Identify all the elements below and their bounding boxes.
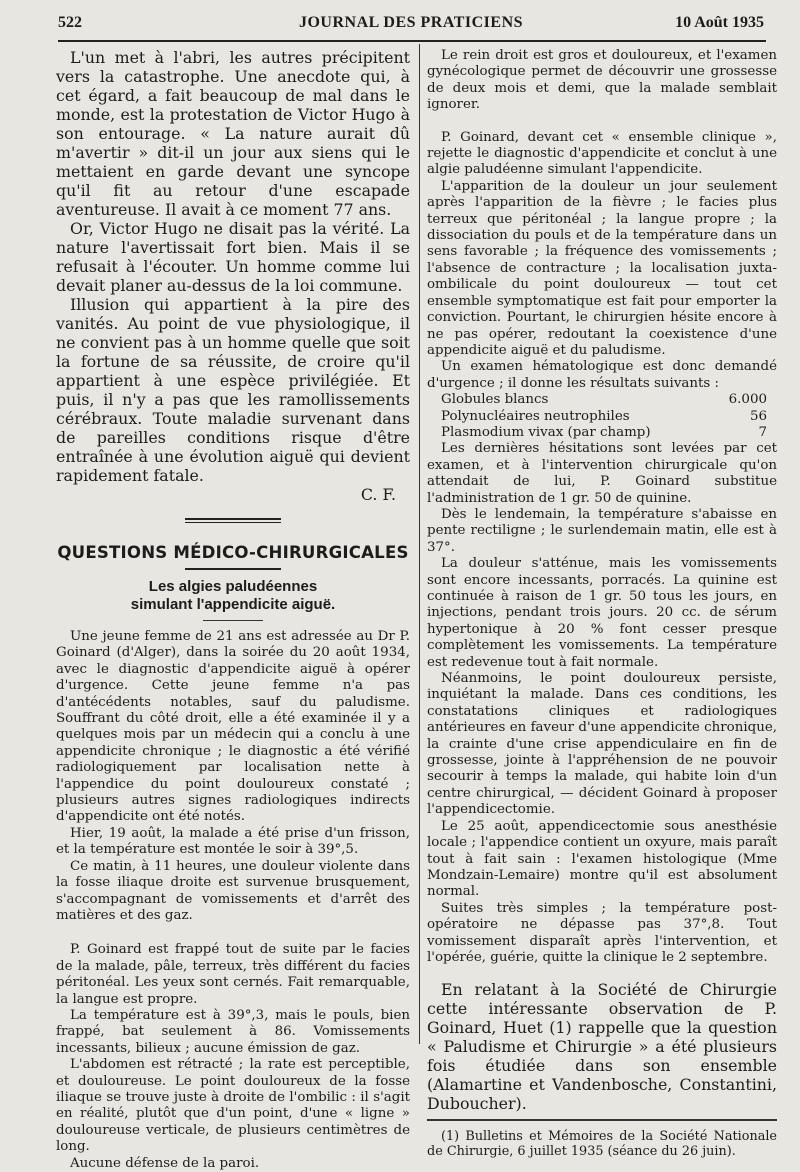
footnote: (1) Bulletins et Mémoires de la Société Nationale de Chirurgie, 6 juillet 1935 (séance du 26 juin). (427, 1129, 777, 1160)
paragraph: Ce matin, à 11 heures, une douleur violente dans la fosse iliaque droite est survenue brusquement, s'accompagnant de vomissements et d'arrêt des matières et des gaz. (56, 858, 410, 923)
left-column (56, 48, 410, 1172)
result-label: Polynucléaires neutrophiles (441, 408, 630, 424)
result-label: Plasmodium vivax (par champ) (441, 424, 651, 440)
column-divider (419, 44, 420, 1044)
page-header (58, 14, 764, 36)
issue-date: 10 Août 1935 (675, 14, 764, 31)
paragraph: Hier, 19 août, la malade a été prise d'un frisson, et la température est montée le soir à 39°,5. (56, 825, 410, 858)
paragraph: L'un met à l'abri, les autres précipitent vers la catastrophe. Une anecdote qui, à cet égard, a fait beaucoup de mal dans le monde, est la protestation de Victor Hugo à son entourage. « La nature aurait dû m'avertir » dit-il un jour aux siens qui le mettaient en garde devant une syncope qu'il fit au retour d'une escapade aventureuse. Il avait à ce moment 77 ans. (56, 48, 410, 219)
article-title-line-2: simulant l'appendicite aiguë. (130, 596, 336, 613)
result-row (441, 425, 767, 441)
paragraph: P. Goinard, devant cet « ensemble clinique », rejette le diagnostic d'appendicite et conclut à une algie paludéenne simulant l'appendicite. (427, 129, 777, 178)
signature: C. F. (360, 485, 396, 504)
section-heading: QUESTIONS MÉDICO-CHIRURGICALES (57, 543, 409, 562)
paragraph: Un examen hématologique est donc demandé d'urgence ; il donne les résultats suivants : (427, 359, 777, 391)
paragraph: La douleur s'atténue, mais les vomissements sont encore incessants, porracés. La quinine est continuée à raison de 1 gr. 50 tous les jours, en injections, pendant trois jours. 20 cc. de sérum hypertonique à 20 % font cesser presque complètement les vomissements. La température est redevenue tout à fait normale. (427, 556, 777, 670)
result-value: 6.000 (728, 392, 767, 408)
page-number: 522 (58, 14, 82, 31)
paragraph: Dès le lendemain, la température s'abaisse en pente rectiligne ; le surlendemain matin, elle est à 37°. (427, 506, 777, 555)
paragraph: Une jeune femme de 21 ans est adressée au Dr P. Goinard (d'Alger), dans la soirée du 20 août 1934, avec le diagnostic d'appendicite aiguë à opérer d'urgence. Cette jeune femme n'a pas d'antécédents notables, sauf du paludisme. Souffrant du côté droit, elle a été examinée il y a quelques mois par un médecin qui a conclu à une appendicite chronique ; le diagnostic a été vérifié radiologiquement par localisation nette à l'appendice du point douloureux constaté ; plusieurs autres signes radiologiques indirects d'appendicite ont été notés. (56, 629, 410, 825)
lab-results (427, 392, 777, 441)
paragraph: Le 25 août, appendicectomie sous anesthésie locale ; l'appendice contient un oxyure, mais paraît tout à fait sain : l'examen histologique (Mme Mondzain-Lemaire) montre qu'il est absolument normal. (427, 818, 777, 900)
paragraph: En relatant à la Société de Chirurgie cette intéressante observation de P. Goinard, Huet (1) rappelle que la question « Paludisme et Chirurgie » a été plusieurs fois étudiée dans son ensemble (Alamartine et Vandenbosche, Constantini, Duboucher). (427, 980, 777, 1114)
paragraph: Suites très simples ; la température post-opératoire ne dépasse pas 37°,8. Tout vomissement disparaît après l'intervention, et l'opérée, guérie, quitte la clinique le 2 septembre. (427, 900, 777, 965)
result-label: Globules blancs (441, 392, 549, 408)
heading-rule (185, 568, 281, 570)
essay-block (56, 48, 410, 504)
result-row (441, 409, 767, 425)
footnote-rule (427, 1119, 777, 1121)
result-value: 7 (758, 424, 767, 440)
paragraph: Or, Victor Hugo ne disait pas la vérité. La nature l'avertissait fort bien. Mais il se refusait à l'écouter. Un homme comme lui devait planer au-dessus de la loi commune. (56, 219, 410, 295)
header-rule (58, 40, 766, 42)
double-rule (185, 518, 281, 523)
footnote-block (427, 1129, 777, 1159)
paragraph: L'abdomen est rétracté ; la rate est perceptible, et douloureuse. Le point douloureux de la fosse iliaque se trouve juste à droite de l'ombilic : il s'agit en réalité, plutôt que d'un point, d'une « ligne » douloureuse verticale, de plusieurs centimètres de long. (56, 1057, 410, 1155)
article-title (56, 578, 410, 614)
paragraph: Les dernières hésitations sont levées par cet examen, et à l'intervention chirurgicale qu'on attendait de lui, P. Goinard substitue l'administration de 1 gr. 50 de quinine. (427, 441, 777, 506)
article-title-line-1: Les algies paludéennes (148, 578, 318, 595)
paragraph: Le rein droit est gros et douloureux, et l'examen gynécologique permet de découvrir une grossesse de deux mois et demi, que la malade semblait ignorer. (427, 48, 777, 113)
journal-title: JOURNAL DES PRATICIENS (298, 14, 524, 31)
paragraph: Illusion qui appartient à la pire des vanités. Au point de vue physiologique, il ne convient pas à un homme quelle que soit la fortune de sa réussite, de croire qu'il appartient à une espèce privilégiée. Et puis, il n'y a pas que les ramollissements cérébraux. Toute maladie survenant dans de pareilles conditions risque d'être entraînée à une évolution aiguë qui devient rapidement fatale. (56, 295, 410, 485)
paragraph: Néanmoins, le point douloureux persiste, inquiétant la malade. Dans ces conditions, les constatations cliniques et radiologiques antérieures en faveur d'une appendicite chronique, la crainte d'une crise appendiculaire en fin de grossesse, jointe à l'appréhension de ne pouvoir secourir à temps la malade, qui habite loin d'un centre chirurgical, — décident Goinard à proposer l'appendicectomie. (427, 671, 777, 818)
paragraph: P. Goinard est frappé tout de suite par le facies de la malade, pâle, terreux, très différent du facies péritonéal. Les yeux sont cernés. Fait remarquable, la langue est propre. (56, 942, 410, 1007)
paragraph: L'apparition de la douleur un jour seulement après l'apparition de la fièvre ; le facies plus terreux que péritonéal ; la langue propre ; la dissociation du pouls et de la température dans un sens favorable ; la fréquence des vomissements ; l'absence de contracture ; la localisation juxta-ombilicale du point douloureux — tout cet ensemble symptomatique est fait pour emporter la conviction. Pourtant, le chirurgien hésite encore à ne pas opérer, redoutant la coexistence d'une appendicite aiguë et du paludisme. (427, 178, 777, 358)
result-value: 56 (749, 408, 767, 424)
paragraph: La température est à 39°,3, mais le pouls, bien frappé, bat seulement à 86. Vomissements incessants, bilieux ; aucune émission de gaz. (56, 1007, 410, 1056)
paragraph: Aucune défense de la paroi. (70, 1155, 260, 1171)
result-row (441, 392, 767, 408)
title-rule (203, 620, 263, 621)
summary-block (427, 980, 777, 1113)
right-column (427, 48, 777, 1159)
